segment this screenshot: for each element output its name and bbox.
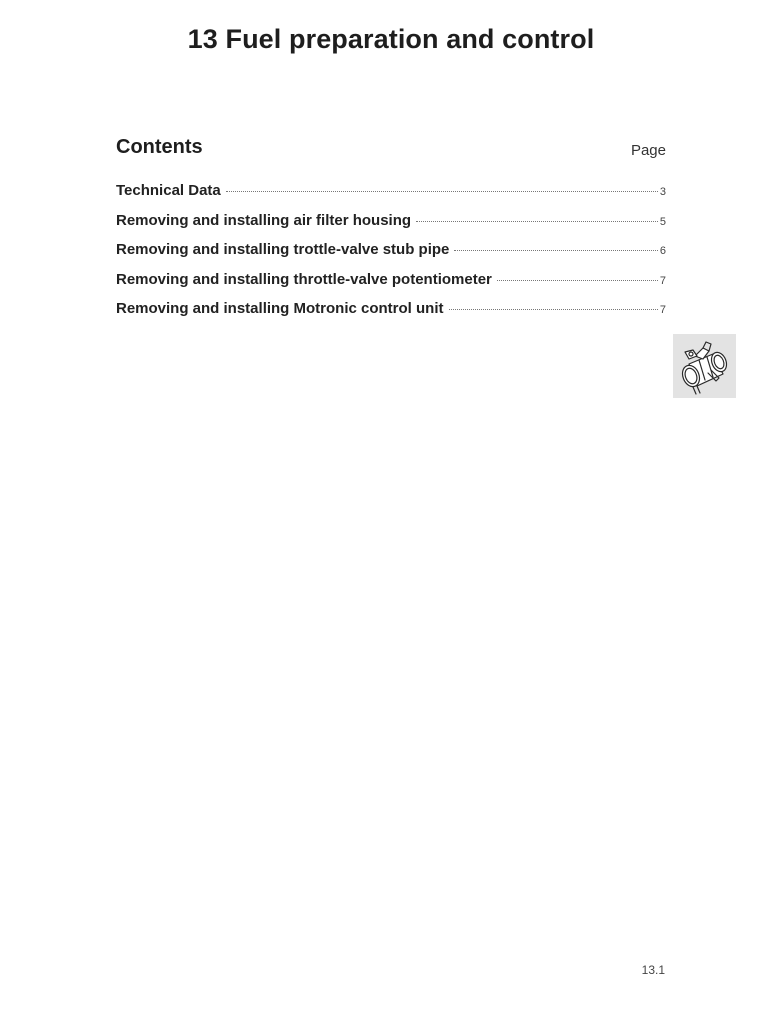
dot-leader [497,280,658,281]
page-column-label: Page [630,142,666,159]
toc-entry-label: Removing and installing throttle-valve potentiometer [116,270,492,288]
toc-entry-label: Technical Data [116,182,221,199]
dot-leader [416,221,658,222]
dot-leader [449,309,658,310]
toc-entry-page: 7 [659,274,666,287]
chapter-thumbnail [673,334,736,398]
contents-header [116,136,666,166]
dot-leader [454,250,657,251]
toc-entry-label: Removing and installing air filter housing [116,211,412,229]
toc-entry-label: Removing and installing Motronic control unit [116,300,444,317]
contents-title: Contents [116,136,203,158]
toc-entry[interactable] [116,182,666,212]
throttle-body-icon [673,334,736,398]
table-of-contents [116,182,666,330]
toc-entry[interactable] [116,212,666,242]
toc-entry-label: Removing and installing trottle-valve stub pipe [116,241,450,258]
toc-entry-page: 3 [659,186,666,198]
toc-entry[interactable] [116,241,666,271]
page-number: 13.1 [641,963,665,977]
dot-leader [226,191,658,192]
toc-entry[interactable] [116,271,666,301]
toc-entry-page: 5 [659,215,666,228]
chapter-title: 13 Fuel preparation and control [187,24,595,54]
toc-entry[interactable] [116,300,666,330]
toc-entry-page: 6 [659,245,666,257]
toc-entry-page: 7 [659,304,666,316]
